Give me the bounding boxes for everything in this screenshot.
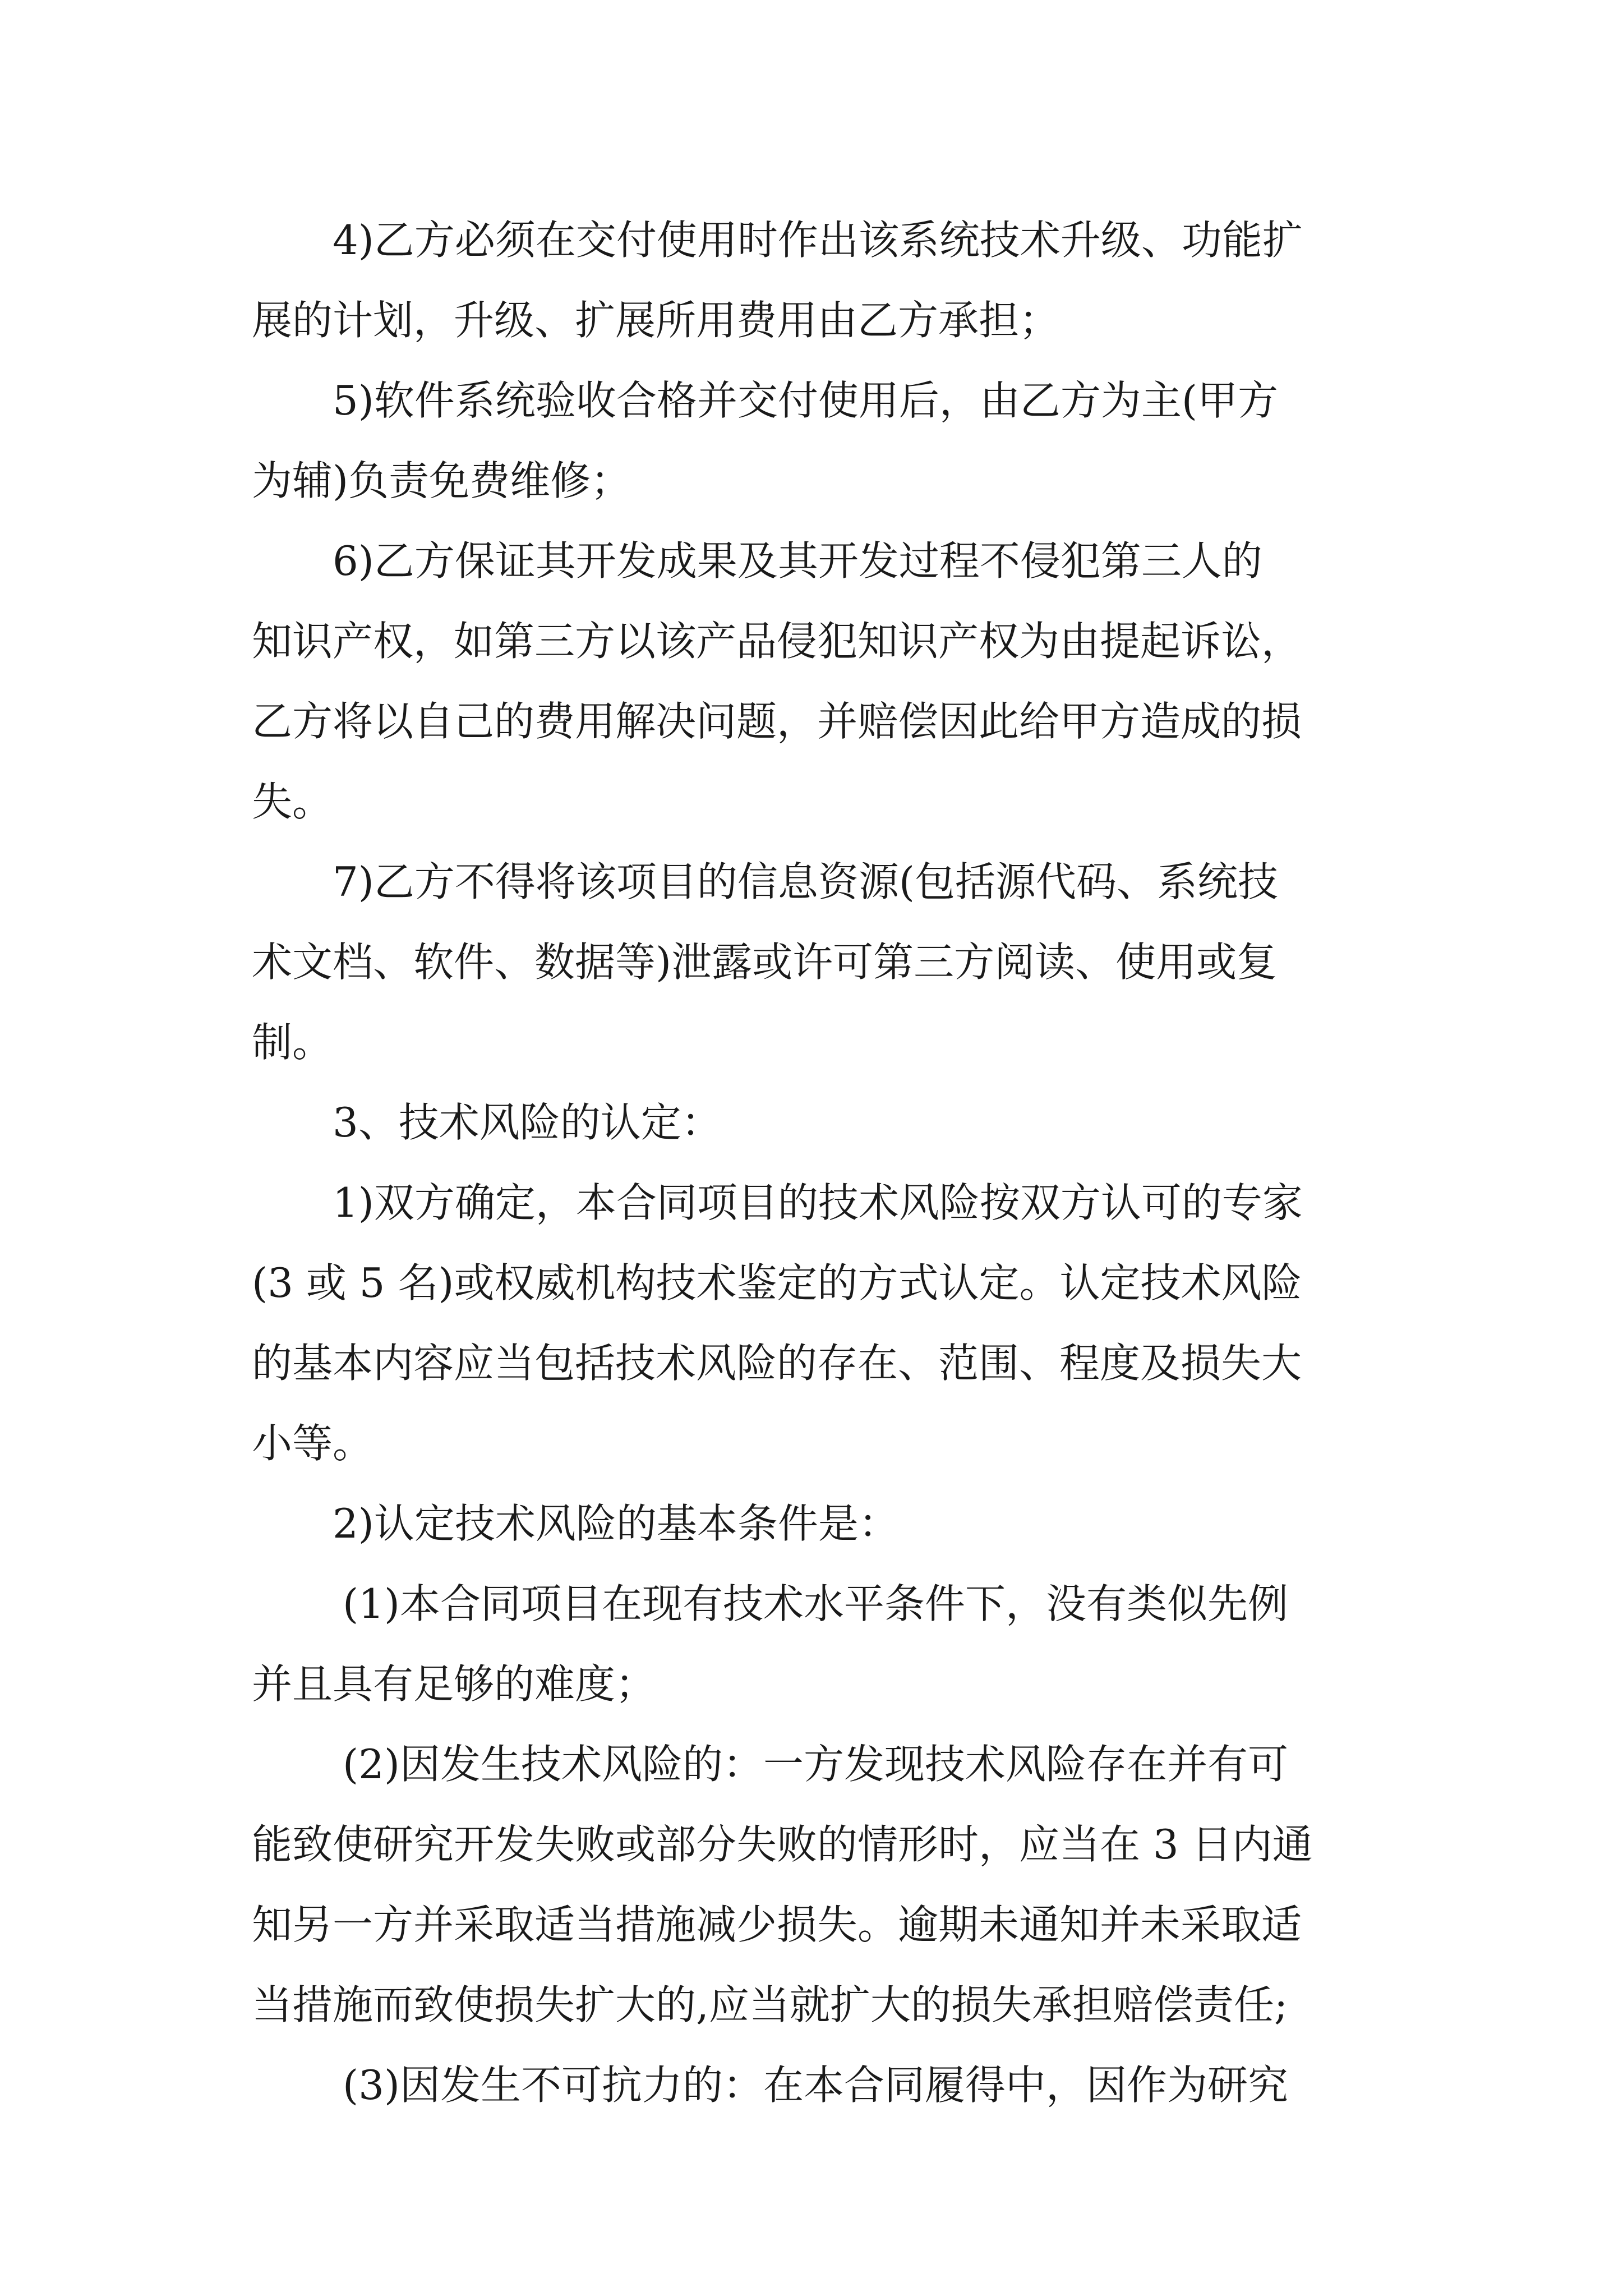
paragraph-line: 2)认定技术风险的基本条件是：	[333, 1500, 899, 1547]
paragraph-line: 当措施而致使损失扩大的,应当就扩大的损失承担赔偿责任;	[252, 1981, 1288, 2028]
paragraph-line: 6)乙方保证其开发成果及其开发过程不侵犯第三人的	[333, 537, 1262, 585]
paragraph-line: 为辅)负责免费维修；	[252, 457, 631, 504]
paragraph-line: 5)软件系统验收合格并交付使用后，由乙方为主(甲方	[333, 377, 1278, 424]
paragraph-line: (3)因发生不可抗力的：在本合同履得中，因作为研究	[343, 2062, 1288, 2109]
paragraph-line: 展的计划，升级、扩展所用费用由乙方承担；	[252, 297, 1060, 344]
paragraph-line: 7)乙方不得将该项目的信息资源(包括源代码、系统技	[333, 858, 1278, 905]
section-heading: 3、技术风险的认定：	[333, 1099, 722, 1146]
paragraph-line: 能致使研究开发失败或部分失败的情形时，应当在 3 日内通	[252, 1821, 1313, 1868]
paragraph-line: (3 或 5 名)或权威机构技术鉴定的方式认定。认定技术风险	[252, 1259, 1302, 1306]
paragraph-line: 知识产权，如第三方以该产品侵犯知识产权为由提起诉讼，	[252, 618, 1302, 665]
paragraph-line: 的基本内容应当包括技术风险的存在、范围、程度及损失大	[252, 1340, 1302, 1387]
paragraph-line: 并且具有足够的难度；	[252, 1660, 656, 1708]
paragraph-line: 乙方将以自己的费用解决问题，并赔偿因此给甲方造成的损	[252, 698, 1302, 745]
paragraph-line: 小等。	[252, 1420, 374, 1467]
paragraph-line: (2)因发生技术风险的：一方发现技术风险存在并有可	[343, 1741, 1288, 1788]
paragraph-line: 1)双方确定，本合同项目的技术风险按双方认可的专家	[333, 1179, 1303, 1226]
paragraph-line: 知另一方并采取适当措施减少损失。逾期未通知并未采取适	[252, 1901, 1302, 1948]
paragraph-line: 失。	[252, 778, 333, 825]
paragraph-line: 制。	[252, 1019, 333, 1066]
paragraph-line: 4)乙方必须在交付使用时作出该系统技术升级、功能扩	[333, 217, 1303, 264]
paragraph-line: (1)本合同项目在现有技术水平条件下，没有类似先例	[343, 1580, 1288, 1627]
paragraph-line: 术文档、软件、数据等)泄露或许可第三方阅读、使用或复	[252, 938, 1278, 986]
